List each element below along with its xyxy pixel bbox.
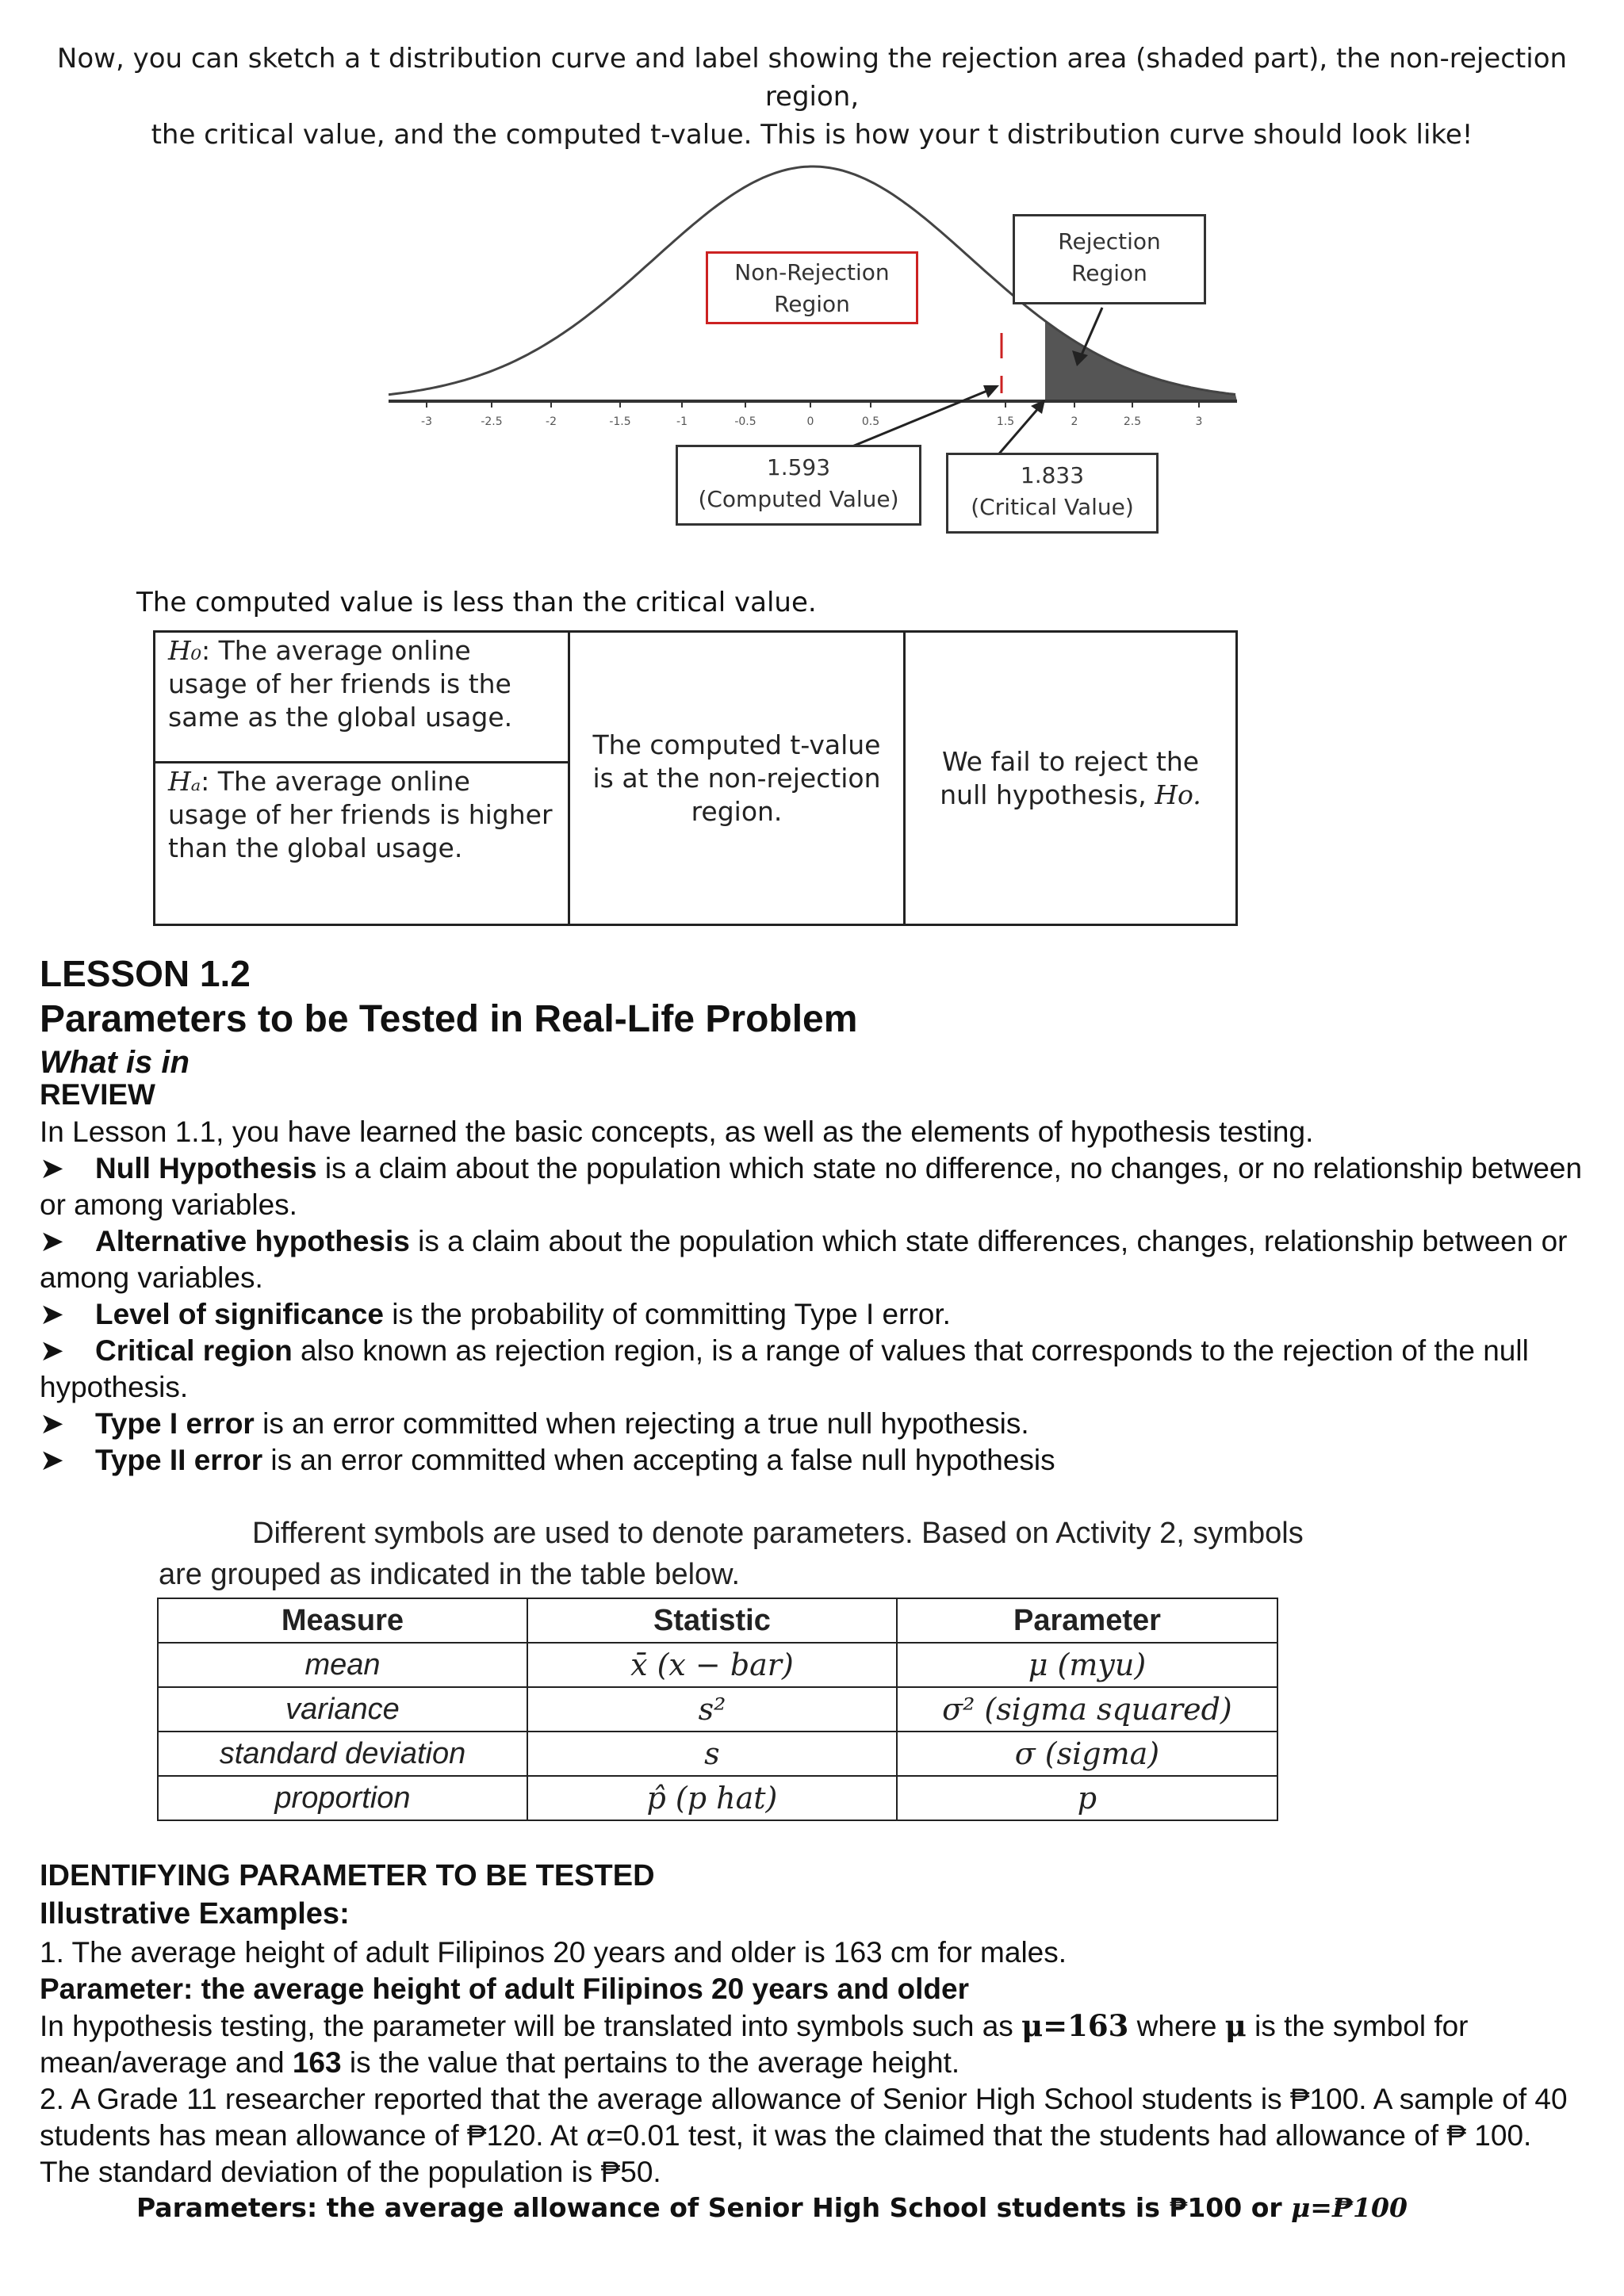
critical-value-box: 1.833 (Critical Value) (946, 453, 1159, 534)
arrow-bullet-icon: ➤ (40, 1224, 65, 1258)
tick-label: -2 (546, 415, 557, 428)
example-2-parameter: Parameters: the average allowance of Senior High School students is ₱100 or μ=₱100 (136, 2192, 1408, 2223)
example-2: 2. A Grade 11 researcher reported that the average allowance of Senior High School students is ₱100. A sample of 40 students has mean allowance of ₱120. At α=0.01 test, it was the claimed that the students had allowance of ₱ 100. The standard deviation of the population is ₱50. (40, 2083, 1568, 2188)
hypothesis-decision-table (153, 630, 1238, 926)
arrowhead-computed (983, 385, 999, 398)
table-row: proportion p̂ (p hat) p (158, 1776, 1277, 1820)
table-row: standard deviation s σ (sigma) (158, 1732, 1277, 1776)
arrow-bullet-icon: ➤ (40, 1443, 65, 1477)
col-parameter: Parameter (897, 1598, 1277, 1643)
computed-value-box: 1.593 (Computed Value) (676, 445, 921, 526)
table-row: variance s² σ² (sigma squared) (158, 1687, 1277, 1732)
identifying-heading: IDENTIFYING PARAMETER TO BE TESTED (40, 1859, 655, 1892)
axis-ticks (421, 401, 1202, 428)
example-1-note: In hypothesis testing, the parameter will be translated into symbols such as μ=163 where μ is the symbol for mean/average and 163 is the value that pertains to the average height. (40, 2008, 1469, 2079)
symbols-intro: Different symbols are used to denote parameters. Based on Activity 2, symbols are grouped as indicated in the table below. (159, 1517, 1304, 1591)
non-rejection-label: Non-Rejection Region (706, 251, 918, 324)
intro-line-1: Now, you can sketch a t distribution curve and label showing the rejection area (shaded part), the non-rejection region, (56, 43, 1568, 113)
conclusion-cell: We fail to reject the null hypothesis, Ho. (905, 632, 1237, 925)
intro-text (32, 40, 1592, 154)
tick-label: 3 (1195, 415, 1203, 428)
comparison-caption: The computed value is less than the critical value. (136, 587, 817, 618)
tick-label: -1.5 (609, 415, 631, 428)
intro-line-2: the critical value, and the computed t-value. This is how your t distribution curve should look like! (151, 119, 1473, 151)
list-item: ➤ Null Hypothesis is a claim about the population which state no difference, no changes, or no relationship between or among variables. (40, 1151, 1583, 1221)
rejection-area-shade (1045, 321, 1237, 401)
examples-body (40, 1934, 1586, 2191)
review-intro: In Lesson 1.1, you have learned the basic concepts, as well as the elements of hypothesis testing. (40, 1115, 1314, 1148)
arrow-bullet-icon: ➤ (40, 1151, 65, 1185)
col-measure: Measure (158, 1598, 527, 1643)
tick-label: 0.5 (861, 415, 880, 428)
arrow-bullet-icon: ➤ (40, 1406, 65, 1441)
illustrative-heading: Illustrative Examples: (40, 1897, 350, 1931)
review-heading: REVIEW (40, 1078, 155, 1111)
arrow-bullet-icon: ➤ (40, 1334, 65, 1368)
list-item: ➤ Type I error is an error committed when rejecting a true null hypothesis. (40, 1406, 1029, 1441)
review-body (40, 1114, 1586, 1479)
null-hypothesis-cell: H₀: The average online usage of her friends is the same as the global usage. (155, 632, 569, 763)
tick-label: 0 (806, 415, 814, 428)
review-bullet-list (40, 1150, 1586, 1479)
tick-label: -3 (421, 415, 432, 428)
list-item: ➤ Critical region also known as rejection region, is a range of values that corresponds to the rejection of the null hypothesis. (40, 1334, 1529, 1403)
table-row: mean x̄ (x − bar) μ (myu) (158, 1643, 1277, 1687)
what-is-in-heading: What is in (40, 1045, 190, 1080)
table-header-row (158, 1598, 1277, 1643)
lesson-title: Parameters to be Tested in Real-Life Problem (40, 998, 858, 1040)
lesson-number: LESSON 1.2 (40, 953, 251, 994)
tick-label: -1 (676, 415, 688, 428)
tick-label: 2.5 (1123, 415, 1142, 428)
tick-label: 1.5 (996, 415, 1015, 428)
arrow-critical (995, 406, 1040, 458)
example-1: 1. The average height of adult Filipinos 20 years and older is 163 cm for males. (40, 1936, 1067, 1969)
rejection-label: Rejection Region (1013, 214, 1206, 304)
alternative-hypothesis-cell: Hₐ: The average online usage of her friends is higher than the global usage. (155, 763, 569, 925)
tick-label: 2 (1071, 415, 1078, 428)
arrow-bullet-icon: ➤ (40, 1297, 65, 1331)
col-statistic: Statistic (527, 1598, 897, 1643)
decision-middle-cell: The computed t-value is at the non-rejection region. (569, 632, 905, 925)
tick-label: -0.5 (734, 415, 756, 428)
list-item: ➤ Alternative hypothesis is a claim about the population which state differences, changes, relationship between or among variables. (40, 1224, 1568, 1294)
tick-label: -2.5 (481, 415, 503, 428)
list-item: ➤ Level of significance is the probability of committing Type I error. (40, 1297, 951, 1331)
parameter-symbols-table (157, 1598, 1278, 1821)
list-item: ➤ Type II error is an error committed when accepting a false null hypothesis (40, 1443, 1055, 1477)
example-1-parameter: Parameter: the average height of adult Filipinos 20 years and older (40, 1973, 970, 2005)
